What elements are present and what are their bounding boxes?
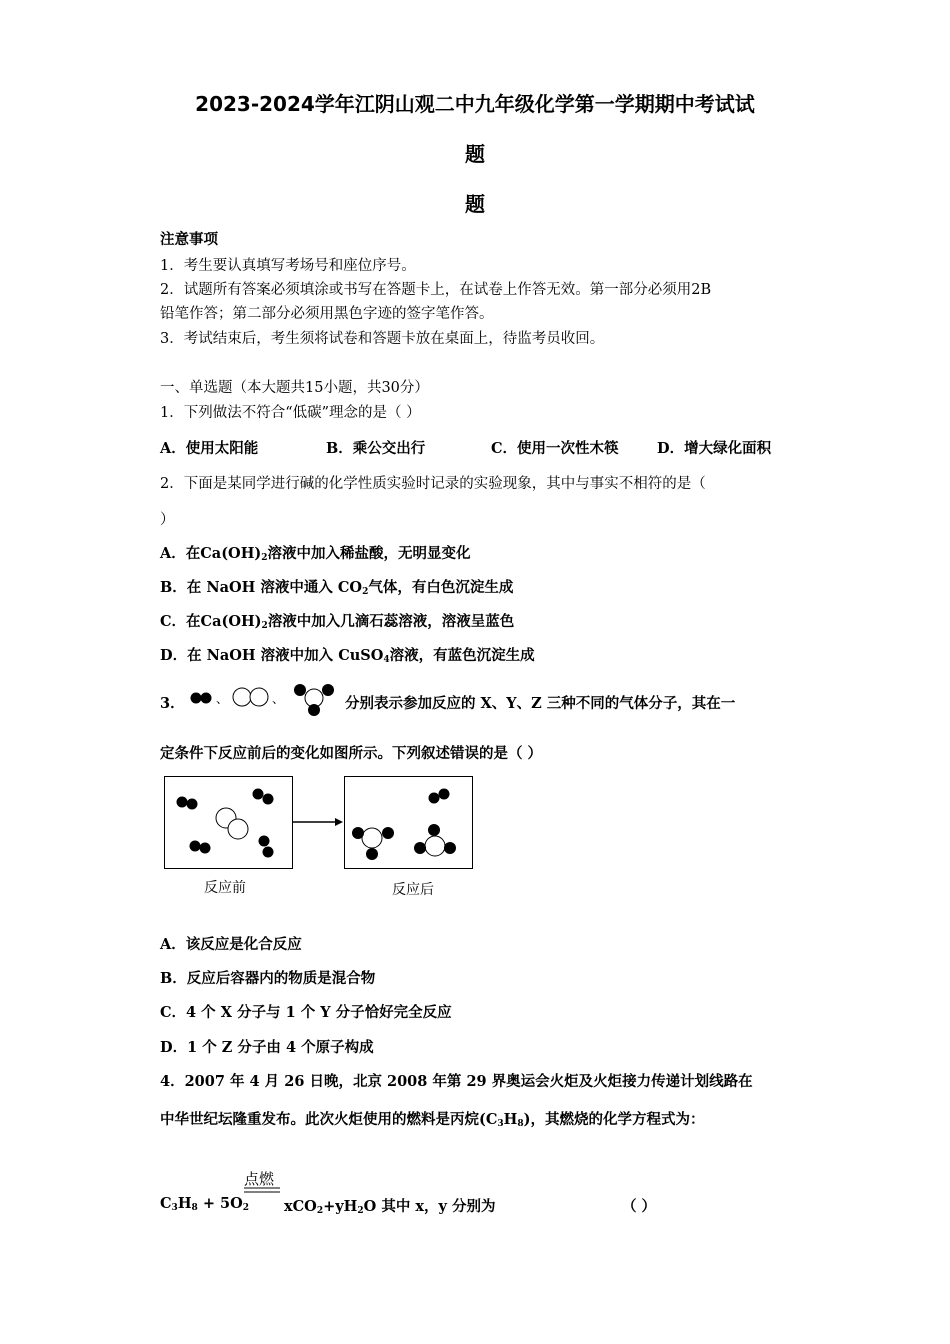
q2-stem: 2．下面是某同学进行碱的化学性质实验时记录的实验现象，其中与事实不相符的是（ bbox=[160, 476, 706, 492]
q3-stem-cont: 定条件下反应前后的变化如图所示。下列叙述错误的是（ ） bbox=[160, 745, 543, 762]
q2-option-a-text: 溶液中加入稀盐酸，无明显变化 bbox=[267, 545, 471, 562]
page-title-repeat: 题 bbox=[465, 192, 485, 216]
x-molecule bbox=[429, 789, 450, 804]
eq-h: H bbox=[177, 1195, 192, 1212]
before-reaction-molecules bbox=[164, 776, 294, 870]
x-molecule bbox=[253, 789, 274, 805]
molecule-y-icon bbox=[233, 688, 268, 706]
q1-stem: 1．下列做法不符合“低碳”理念的是（ ） bbox=[160, 405, 421, 421]
q3-option-b: B．反应后容器内的物质是混合物 bbox=[160, 970, 376, 987]
q2-option-a-formula: Ca(OH) bbox=[200, 545, 262, 562]
q3-molecule-legend bbox=[186, 684, 346, 716]
eq-right-sub-2b: 2 bbox=[357, 1206, 364, 1216]
q2-option-c-label: C．在 bbox=[160, 613, 201, 630]
page-title: 2023-2024学年江阴山观二中九年级化学第一学期期中考试试 bbox=[195, 92, 755, 116]
eq-sub-8: 8 bbox=[191, 1203, 198, 1213]
eq-sub-3: 3 bbox=[171, 1203, 178, 1213]
notice-item-2-cont: 铅笔作答；第二部分必须用黑色字迹的签字笔作答。 bbox=[160, 306, 494, 322]
q2-option-b bbox=[160, 576, 513, 597]
q4-stem-cont-post: )，其燃烧的化学方程式为： bbox=[523, 1111, 705, 1128]
q2-option-d bbox=[160, 644, 535, 665]
q4-stem-cont bbox=[160, 1108, 705, 1129]
svg-text:、: 、 bbox=[272, 692, 285, 706]
q3-option-c: C．4 个 X 分子与 1 个 Y 分子恰好完全反应 bbox=[160, 1004, 452, 1021]
q2-option-c-text: 溶液中加入几滴石蕊溶液，溶液呈蓝色 bbox=[267, 613, 515, 630]
page-title-continued: 题 bbox=[465, 142, 485, 166]
eq-right-sub-2a: 2 bbox=[316, 1206, 324, 1216]
reaction-condition: 点燃 bbox=[244, 1170, 275, 1188]
notice-item-2: 2．试题所有答案必须填涂或书写在答题卡上，在试卷上作答无效。第一部分必须用2B bbox=[160, 282, 712, 298]
q2-option-c-formula: Ca(OH) bbox=[200, 613, 262, 630]
q2-option-b-formula: NaOH 溶液中通入 CO bbox=[201, 579, 363, 596]
notice-item-1: 1．考生要认真填写考场号和座位序号。 bbox=[160, 258, 416, 274]
q2-option-d-formula: NaOH 溶液中加入 CuSO bbox=[201, 647, 384, 664]
q3-option-a: A．该反应是化合反应 bbox=[160, 936, 302, 953]
molecule-x-icon bbox=[191, 693, 212, 704]
eq-right-post: O 其中 x，y 分别为 bbox=[363, 1198, 496, 1215]
q2-option-b-text: 气体，有白色沉淀生成 bbox=[368, 579, 514, 596]
before-reaction-caption: 反应前 bbox=[204, 880, 246, 896]
q2-option-b-sub: 2 bbox=[362, 587, 369, 597]
q1-option-a: A．使用太阳能 bbox=[160, 440, 259, 457]
x-molecule bbox=[190, 841, 211, 854]
eq-right-pre: xCO bbox=[284, 1198, 317, 1215]
q1-option-d: D．增大绿化面积 bbox=[657, 440, 772, 457]
x-molecule bbox=[259, 836, 274, 858]
equation-left bbox=[160, 1195, 249, 1213]
notice-heading: 注意事项 bbox=[160, 231, 218, 248]
z-molecule bbox=[414, 824, 456, 856]
q4-sub-3: 3 bbox=[497, 1119, 504, 1129]
q2-option-b-label: B．在 bbox=[160, 579, 202, 596]
eq-left-rest: + 5O bbox=[197, 1195, 243, 1212]
q2-option-a-sub: 2 bbox=[261, 553, 268, 563]
reaction-arrow-icon bbox=[291, 815, 345, 829]
q2-option-c bbox=[160, 610, 514, 631]
notice-item-3: 3．考试结束后，考生须将试卷和答题卡放在桌面上，待监考员收回。 bbox=[160, 331, 605, 347]
svg-text:、: 、 bbox=[216, 692, 229, 706]
q1-option-b: B．乘公交出行 bbox=[326, 440, 426, 457]
equation-right bbox=[284, 1195, 496, 1216]
q2-option-c-sub: 2 bbox=[261, 621, 268, 631]
q2-option-d-text: 溶液，有蓝色沉淀生成 bbox=[389, 647, 535, 664]
q4-stem: 4．2007 年 4 月 26 日晚，北京 2008 年第 29 界奥运会火炬及火炬接力传递计划线路在 bbox=[160, 1073, 753, 1090]
q4-sub-8: 8 bbox=[517, 1119, 524, 1129]
after-reaction-caption: 反应后 bbox=[392, 882, 434, 898]
x-molecule bbox=[177, 797, 198, 810]
eq-c: C bbox=[160, 1195, 172, 1212]
q4-answer-paren: （ ） bbox=[622, 1198, 657, 1215]
section-heading: 一、单选题（本大题共15小题，共30分） bbox=[160, 380, 429, 396]
q3-stem: 分别表示参加反应的 X、Y、Z 三种不同的气体分子，其在一 bbox=[345, 695, 736, 712]
q2-option-a bbox=[160, 542, 471, 563]
after-reaction-molecules bbox=[344, 776, 474, 870]
eq-right-mid: +yH bbox=[323, 1198, 358, 1215]
equals-sign-icon bbox=[244, 1187, 282, 1195]
q2-option-d-label: D．在 bbox=[160, 647, 202, 664]
q4-stem-cont-pre: 中华世纪坛隆重发布。此次火炬使用的燃料是丙烷(C bbox=[160, 1111, 498, 1128]
q3-number: 3． bbox=[160, 695, 185, 712]
q4-h: H bbox=[503, 1111, 518, 1128]
q3-option-d: D．1 个 Z 分子由 4 个原子构成 bbox=[160, 1039, 374, 1056]
q2-option-a-label: A．在 bbox=[160, 545, 201, 562]
y-molecule bbox=[216, 808, 248, 839]
z-molecule bbox=[352, 827, 394, 860]
q2-stem-cont: ） bbox=[160, 512, 175, 528]
eq-sub-2: 2 bbox=[242, 1203, 250, 1213]
molecule-z-icon bbox=[294, 684, 334, 716]
q1-option-c: C．使用一次性木筷 bbox=[491, 440, 619, 457]
q2-option-d-sub: 4 bbox=[383, 655, 390, 665]
